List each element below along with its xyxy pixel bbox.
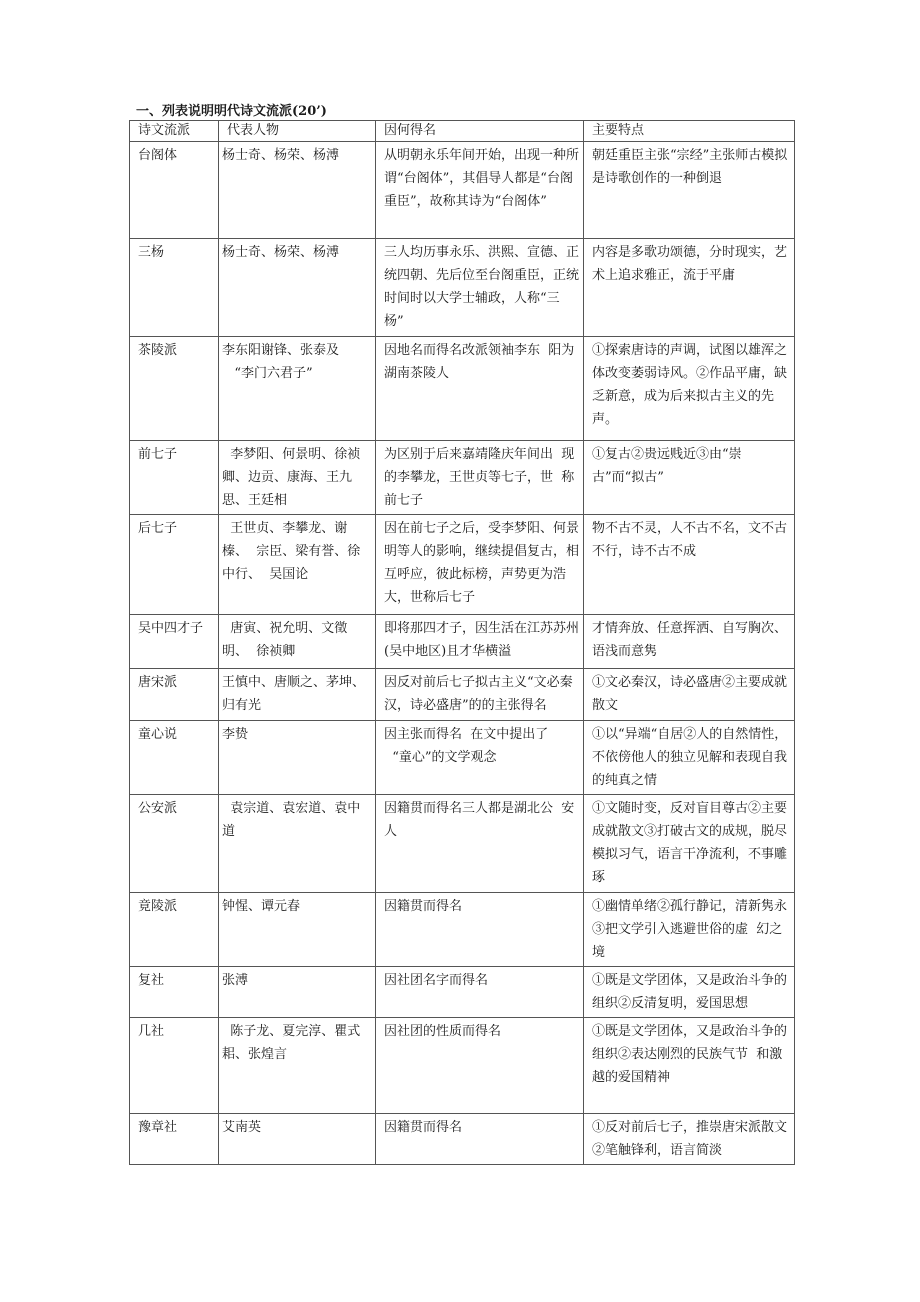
cell-representatives: 王慎中、唐顺之、茅坤、归有光	[219, 669, 376, 721]
cell-representatives: 王世贞、李攀龙、谢榛、 宗臣、梁有誉、徐中行、 吴国论	[219, 515, 376, 615]
cell-school: 后七子	[130, 515, 219, 615]
cell-features: ①既是文学团体，又是政治斗争的组织②反清复明，爱国思想	[584, 967, 795, 1018]
cell-features: ①文必秦汉，诗必盛唐②主要成就散文	[584, 669, 795, 721]
cell-origin: 因在前七子之后，受李梦阳、何景明等人的影响，继续提倡复古，相互呼应，彼此标榜，声势更为浩大，世称后七子	[376, 515, 584, 615]
table-row	[130, 337, 795, 441]
literary-schools-table	[129, 120, 795, 1165]
cell-school: 茶陵派	[130, 337, 219, 441]
table-row	[130, 795, 795, 893]
cell-representatives: 艾南英	[219, 1114, 376, 1165]
cell-features: 物不古不灵，人不古不名，文不古不行，诗不古不成	[584, 515, 795, 615]
cell-school: 公安派	[130, 795, 219, 893]
header-representatives: 代表人物	[219, 121, 376, 142]
table-header-row	[130, 121, 795, 142]
cell-origin: 因主张而得名 在文中提出了 “童心”的文学观念	[376, 721, 584, 795]
cell-origin: 即将那四才子，因生活在江苏苏州(吴中地区)且才华横溢	[376, 615, 584, 669]
cell-representatives: 杨士奇、杨荣、杨溥	[219, 142, 376, 239]
cell-origin: 因籍贯而得名	[376, 1114, 584, 1165]
cell-representatives: 袁宗道、袁宏道、袁中道	[219, 795, 376, 893]
header-school: 诗文流派	[130, 121, 219, 142]
cell-origin: 三人均历事永乐、洪熙、宣德、正统四朝、先后位至台阁重臣，正统时间时以大学士辅政，人称“三杨”	[376, 239, 584, 337]
cell-school: 台阁体	[130, 142, 219, 239]
cell-features: ①反对前后七子，推崇唐宋派散文②笔触锋利，语言简淡	[584, 1114, 795, 1165]
cell-school: 三杨	[130, 239, 219, 337]
cell-features: ①幽情单绪②孤行静记，清新隽永③把文学引入逃避世俗的虚 幻之境	[584, 893, 795, 967]
cell-origin: 因社团的性质而得名	[376, 1018, 584, 1114]
cell-origin: 因籍贯而得名三人都是湖北公 安人	[376, 795, 584, 893]
cell-representatives: 杨士奇、杨荣、杨溥	[219, 239, 376, 337]
cell-representatives: 钟惺、谭元春	[219, 893, 376, 967]
cell-representatives: 李东阳谢锋、张泰及 “李门六君子”	[219, 337, 376, 441]
cell-features: 才情奔放、任意挥洒、自写胸次、语浅而意隽	[584, 615, 795, 669]
cell-features: ①复古②贵远贱近③由“崇古”而“拟古”	[584, 441, 795, 515]
table-row	[130, 893, 795, 967]
table-row	[130, 669, 795, 721]
cell-features: ①文随时变，反对盲目尊古②主要成就散文③打破古文的成规，脱尽模拟习气，语言干净流利，不事雕琢	[584, 795, 795, 893]
cell-origin: 因反对前后七子拟古主义“文必秦汉，诗必盛唐”的的主张得名	[376, 669, 584, 721]
cell-representatives: 陈子龙、夏完淳、瞿式耜、张煌言	[219, 1018, 376, 1114]
table-row	[130, 239, 795, 337]
page-heading: 一、列表说明明代诗文流派(20’)	[136, 104, 327, 119]
cell-features: ①既是文学团体，又是政治斗争的组织②表达刚烈的民族气节 和激越的爱国精神	[584, 1018, 795, 1114]
cell-origin: 因籍贯而得名	[376, 893, 584, 967]
cell-representatives: 唐寅、祝允明、文徵明、 徐祯卿	[219, 615, 376, 669]
table-row	[130, 967, 795, 1018]
table-row	[130, 142, 795, 239]
header-features: 主要特点	[584, 121, 795, 142]
cell-school: 竟陵派	[130, 893, 219, 967]
cell-school: 豫章社	[130, 1114, 219, 1165]
cell-origin: 为区别于后来嘉靖隆庆年间出 现的李攀龙，王世贞等七子，世 称前七子	[376, 441, 584, 515]
table-row	[130, 1114, 795, 1165]
cell-features: ①以“异端“自居②人的自然情性，不依傍他人的独立见解和表现自我的纯真之情	[584, 721, 795, 795]
table-row	[130, 615, 795, 669]
cell-origin: 因地名而得名改派领袖李东 阳为湖南茶陵人	[376, 337, 584, 441]
table-row	[130, 721, 795, 795]
cell-school: 童心说	[130, 721, 219, 795]
cell-origin: 因社团名字而得名	[376, 967, 584, 1018]
cell-representatives: 张溥	[219, 967, 376, 1018]
cell-school: 前七子	[130, 441, 219, 515]
table-row	[130, 441, 795, 515]
table-row	[130, 1018, 795, 1114]
cell-representatives: 李贽	[219, 721, 376, 795]
header-origin: 因何得名	[376, 121, 584, 142]
cell-school: 几社	[130, 1018, 219, 1114]
cell-school: 唐宋派	[130, 669, 219, 721]
cell-features: 朝廷重臣主张“宗经”主张师古模拟是诗歌创作的一种倒退	[584, 142, 795, 239]
cell-school: 复社	[130, 967, 219, 1018]
cell-origin: 从明朝永乐年间开始，出现一种所谓“台阁体”，其倡导人都是“台阁重臣”，故称其诗为“台阁体”	[376, 142, 584, 239]
cell-representatives: 李梦阳、何景明、徐祯卿、边贡、康海、王九思、王廷相	[219, 441, 376, 515]
cell-school: 吴中四才子	[130, 615, 219, 669]
table-row	[130, 515, 795, 615]
cell-features: ①探索唐诗的声调，试图以雄浑之体改变萎弱诗风。②作品平庸，缺乏新意，成为后来拟古主义的先声。	[584, 337, 795, 441]
cell-features: 内容是多歌功颂德，分时现实，艺术上追求雅正，流于平庸	[584, 239, 795, 337]
